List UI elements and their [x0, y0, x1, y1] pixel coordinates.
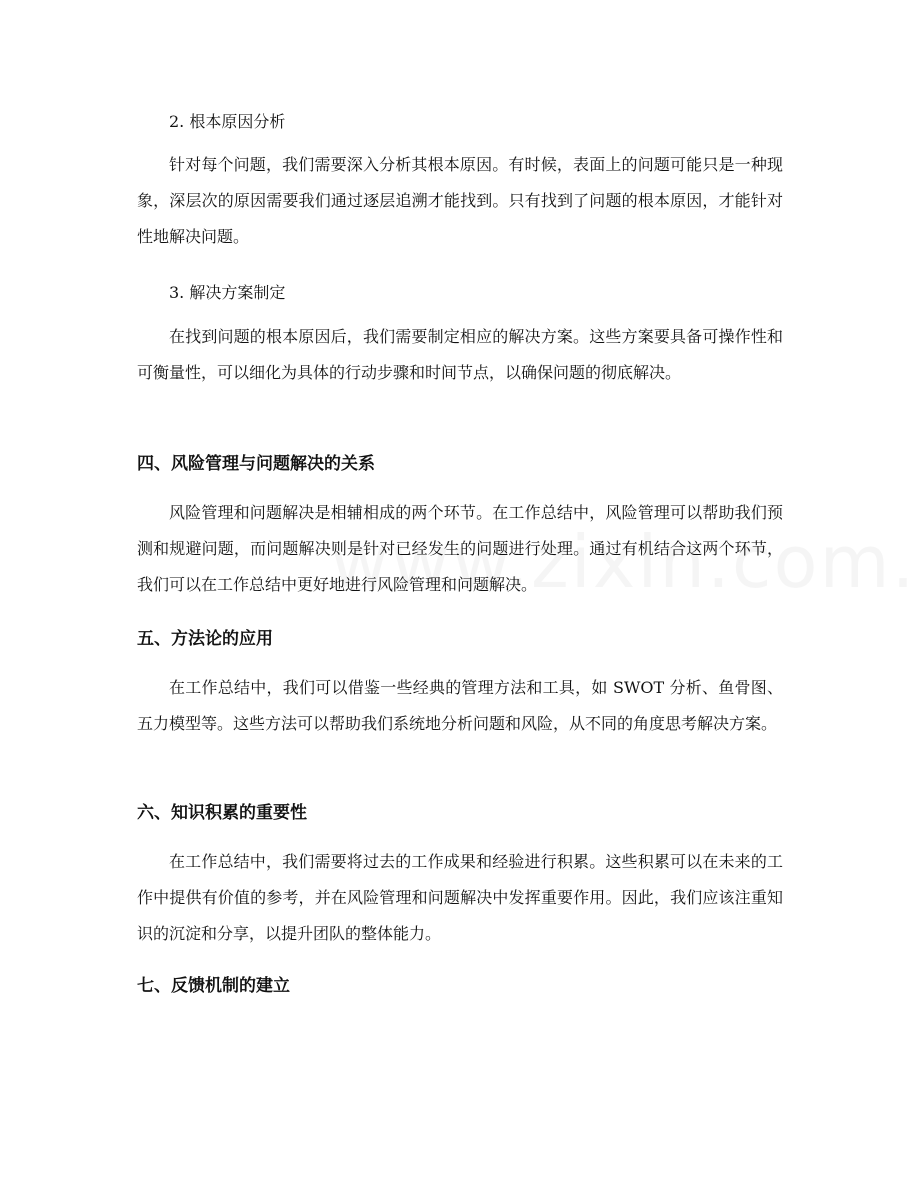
paragraph-solution: 在找到问题的根本原因后，我们需要制定相应的解决方案。这些方案要具备可操作性和可衡量性，可以细化为具体的行动步骤和时间节点，以确保问题的彻底解决。: [137, 327, 783, 382]
section-heading-relation: 四、风险管理与问题解决的关系: [137, 454, 375, 474]
section-heading-methodology: 五、方法论的应用: [137, 629, 273, 649]
section-heading-knowledge: 六、知识积累的重要性: [137, 803, 307, 823]
paragraph-root-cause: 针对每个问题，我们需要深入分析其根本原因。有时候，表面上的问题可能只是一种现象，深层次的原因需要我们通过逐层追溯才能找到。只有找到了问题的根本原因，才能针对性地解决问题。: [137, 155, 783, 246]
paragraph-knowledge: 在工作总结中，我们需要将过去的工作成果和经验进行积累。这些积累可以在未来的工作中提供有价值的参考，并在风险管理和问题解决中发挥重要作用。因此，我们应该注重知识的沉淀和分享，以提升团队的整体能力。: [137, 852, 783, 943]
subsection-title-root-cause: 2. 根本原因分析: [169, 112, 286, 131]
paragraph-methodology: 在工作总结中，我们可以借鉴一些经典的管理方法和工具，如 SWOT 分析、鱼骨图、五力模型等。这些方法可以帮助我们系统地分析问题和风险，从不同的角度思考解决方案。: [137, 678, 783, 733]
paragraph-relation: 风险管理和问题解决是相辅相成的两个环节。在工作总结中，风险管理可以帮助我们预测和规避问题，而问题解决则是针对已经发生的问题进行处理。通过有机结合这两个环节，我们可以在工作总结中更好地进行风险管理和问题解决。: [137, 503, 783, 594]
section-heading-feedback: 七、反馈机制的建立: [137, 976, 290, 996]
subsection-title-solution: 3. 解决方案制定: [169, 283, 286, 302]
